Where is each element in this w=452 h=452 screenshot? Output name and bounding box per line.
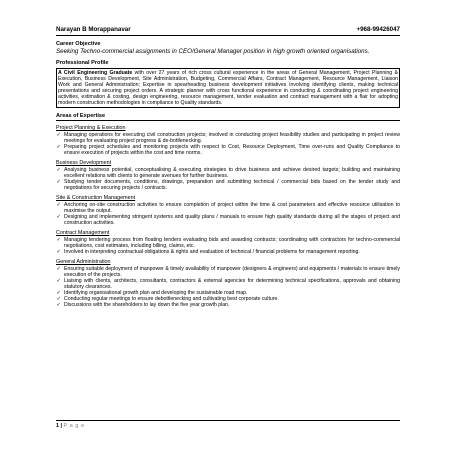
expertise-bullet-text: Ensuring suitable deployment of manpower & timely availability of manpower (designers & engineers) and equipments / materials to ensure timely execution of the projects.	[64, 265, 400, 278]
expertise-bullet-item	[56, 266, 400, 278]
check-icon: ✓	[56, 248, 61, 255]
expertise-section-title: Project Planning & Execution	[56, 125, 126, 132]
expertise-bullet-item	[56, 132, 400, 144]
expertise-bullet-text: Designing and implementing stringent systems and quality plans / manuals to ensure high quality standards during all the stages of project and construction activities.	[64, 213, 400, 226]
check-icon: ✓	[56, 236, 61, 243]
expertise-bullet-text: Conducting regular meetings to ensure debottlenecking and cultivating best corporate culture.	[64, 295, 279, 302]
expertise-bullet-list	[56, 237, 400, 255]
check-icon: ✓	[56, 201, 61, 208]
check-icon: ✓	[56, 301, 61, 308]
expertise-bullet-item	[56, 144, 400, 156]
candidate-name: Narayan B Morappanavar	[56, 26, 131, 33]
expertise-section-title: General Administration	[56, 259, 111, 266]
check-icon: ✓	[56, 213, 61, 220]
expertise-bullet-item	[56, 302, 400, 308]
page-label: P a g e	[63, 423, 85, 429]
expertise-bullet-list	[56, 202, 400, 226]
profile-box	[56, 68, 400, 108]
footer	[56, 420, 400, 430]
expertise-bullet-item	[56, 249, 400, 255]
resume-page	[56, 26, 400, 308]
check-icon: ✓	[56, 295, 61, 302]
expertise-bullet-item	[56, 214, 400, 226]
expertise-bullet-text: Managing operations for executing civil construction projects; involved in conducting project feasibility studies and participating in project review meetings for evaluating project progress & de-bottlenecking.	[64, 131, 400, 144]
header-rule	[56, 35, 400, 36]
expertise-bullet-item	[56, 179, 400, 191]
profile-title: Professional Profile	[56, 60, 109, 67]
expertise-section-title: Site & Construction Management	[56, 195, 136, 202]
check-icon: ✓	[56, 178, 61, 185]
footer-rule	[56, 420, 400, 421]
objective-text: Seeking Techno-commercial assignments in CEO/General Manager position in high growth oriented organisations.	[56, 48, 370, 55]
header	[56, 26, 400, 34]
profile-text: with over 27 years of rich cross cultural experience in the areas of General Management, Project Planning & Execution, Business Development, Site Administration, Budgeting, Commercial Affairs, Contract Management, Resource Management, Liaison Work and General Administration; Expertise in spearheading business development initiatives involving identifying clients, making technical presentations and securing project orders. A strategic planner with cross functional experience in conducting & coordinating project engineering activities, estimation & costing, design engineering, resource management, tender evaluation and contract management with a flair for adopting modern construction methodologies in compliance to Quality standards.	[58, 69, 398, 107]
candidate-phone: +968-99426047	[356, 26, 400, 33]
check-icon: ✓	[56, 131, 61, 138]
expertise-bullet-text: Preparing project schedules and monitoring projects with respect to Cost, Resource Deployment, Time over-runs and Quality Compliance to ensure execution of projects within the cost and time norms.	[64, 143, 400, 156]
check-icon: ✓	[56, 265, 61, 272]
expertise-section-title: Contract Management	[56, 230, 110, 237]
expertise-bullet-list	[56, 132, 400, 156]
expertise-bullet-text: Involved in interpreting contractual obligations & rights and evaluation of technical / financial problems for management reporting.	[64, 248, 360, 255]
expertise-bullet-item	[56, 167, 400, 179]
expertise-bullet-text: Anchoring on-site construction activities to ensure completion of project within the time & cost parameters and effective resource utilisation to maximise the output.	[64, 201, 400, 214]
expertise-bullet-text: Discussions with the shareholders to lay down the five year growth plan.	[64, 301, 230, 308]
objective-title: Career Objective	[56, 41, 101, 47]
expertise-section-title: Business Development	[56, 160, 112, 167]
check-icon: ✓	[56, 289, 61, 296]
check-icon: ✓	[56, 143, 61, 150]
expertise-bullet-list	[56, 266, 400, 308]
expertise-sections	[56, 125, 400, 308]
expertise-bullet-item	[56, 237, 400, 249]
expertise-bullet-item	[56, 278, 400, 290]
expertise-bullet-list	[56, 167, 400, 191]
expertise-bullet-text: Managing tendering process from floating tenders evaluating bids and awarding contracts; coordinating with contractors for techno-commercial negotiations, cost estimates, including billing, claims, etc.	[64, 236, 400, 249]
profile-lead: A Civil Engineering Graduate	[58, 69, 133, 76]
expertise-rule	[56, 120, 400, 121]
expertise-bullet-text: Studying tender documents, conditions, drawings, preparation and submitting technical / commercial bids based on the tender study and negotiations for securing projects / contracts.	[64, 178, 400, 191]
expertise-bullet-text: Analysing business potential, conceptualising & executing strategies to drive business and achieve desired targets; building and maintaining excellent relations with clients to generate avenues for further business.	[64, 166, 400, 179]
check-icon: ✓	[56, 166, 61, 173]
expertise-bullet-item	[56, 202, 400, 214]
check-icon: ✓	[56, 277, 61, 284]
page-number: 1	[56, 423, 59, 429]
page-indicator	[56, 423, 400, 430]
expertise-bullet-text: Liaising with clients, architects, consultants, contractors & external agencies for determining technical specifications, approvals and obtaining statutory clearances.	[64, 277, 400, 290]
page-separator: |	[60, 423, 63, 429]
expertise-title: Areas of Expertise	[56, 112, 106, 119]
expertise-bullet-text: Identifying organisational growth plan and developing the sustainable road map.	[64, 289, 248, 296]
